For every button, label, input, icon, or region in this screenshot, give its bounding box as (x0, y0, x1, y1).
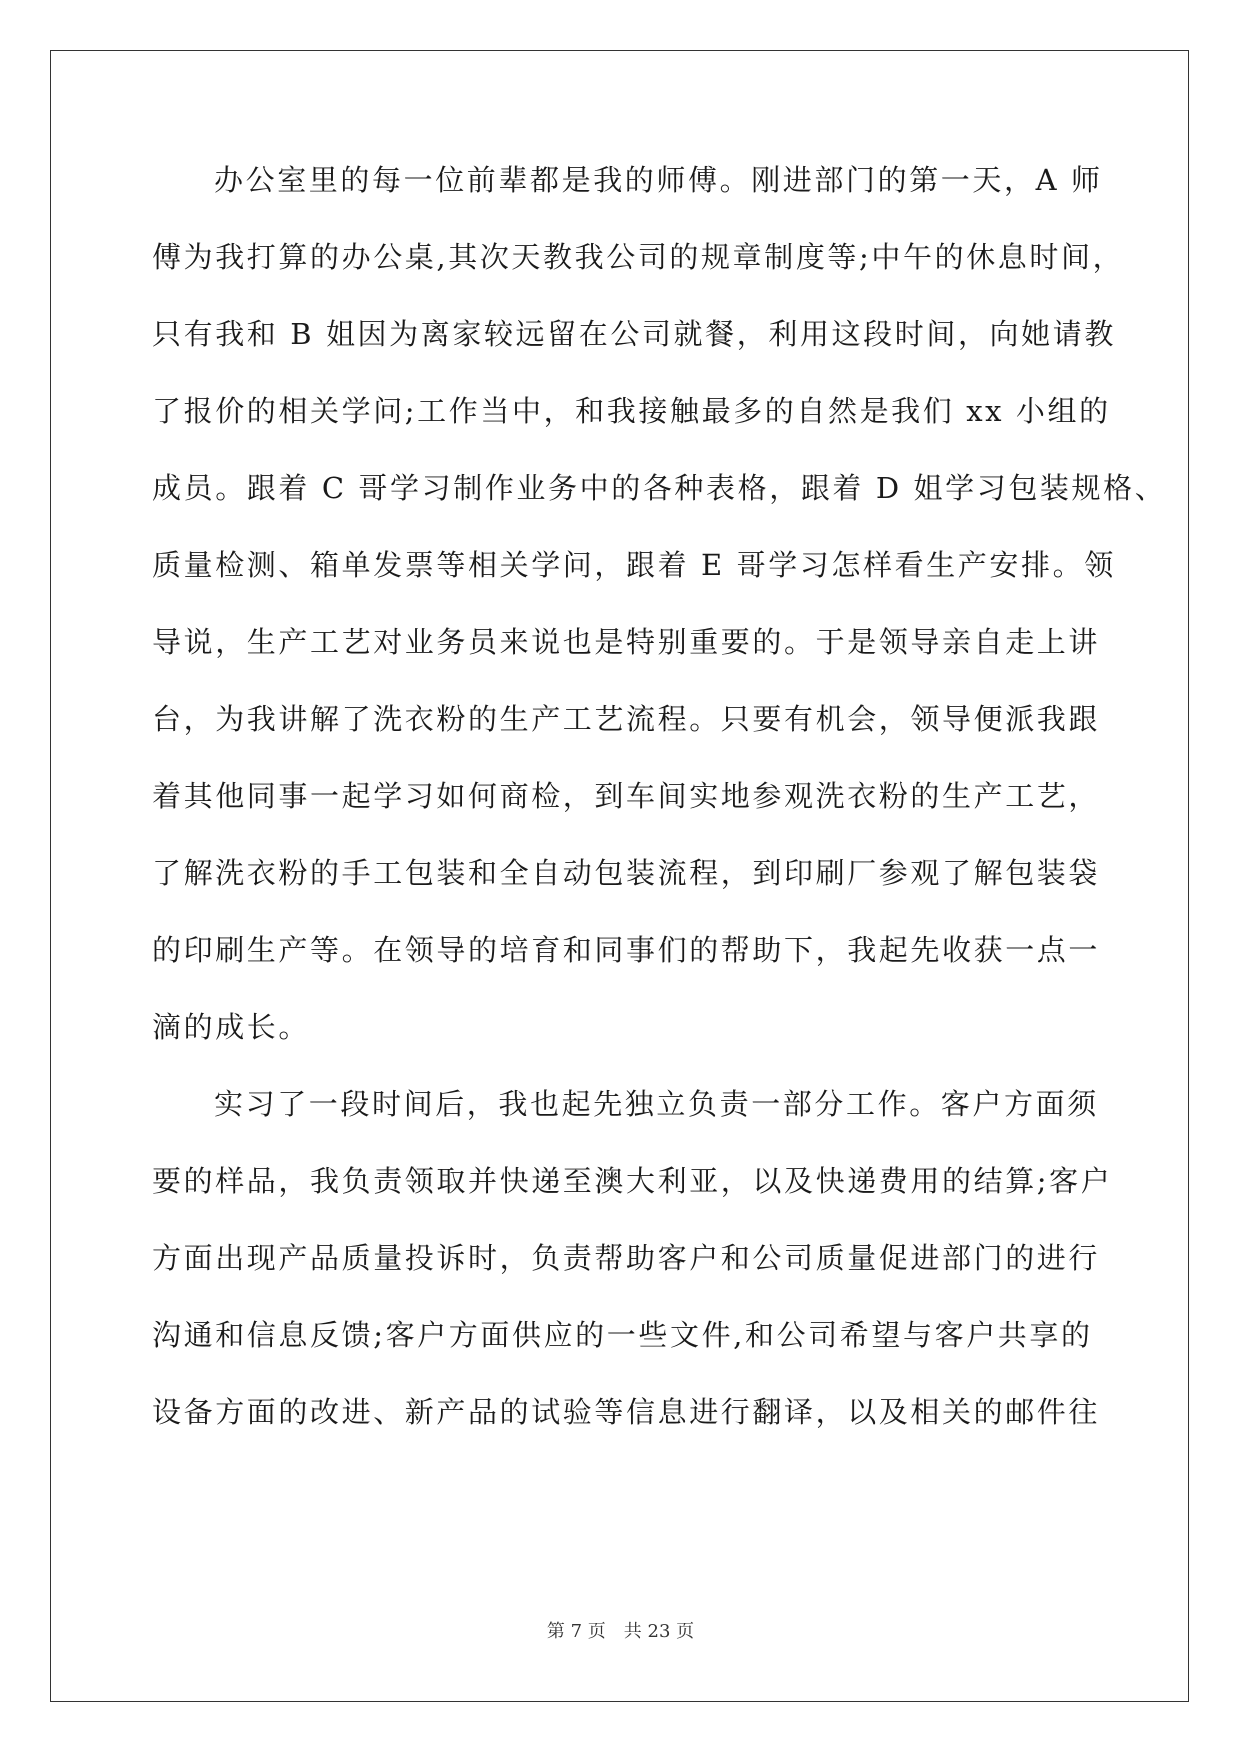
paragraph-1-line-8: 台，为我讲解了洗衣粉的生产工艺流程。只要有机会，领导便派我跟 (152, 702, 1101, 736)
paragraph-2-line-3: 方面出现产品质量投诉时，负责帮助客户和公司质量促进部门的进行 (152, 1241, 1101, 1275)
paragraph-1-line-10: 了解洗衣粉的手工包装和全自动包装流程，到印刷厂参观了解包装袋 (152, 856, 1101, 890)
paragraph-1-line-12: 滴的成长。 (152, 1010, 311, 1044)
paragraph-1-line-6: 质量检测、箱单发票等相关学问，跟着 E 哥学习怎样看生产安排。领 (152, 548, 1116, 582)
paragraph-2-line-2: 要的样品，我负责领取并快递至澳大利亚，以及快递费用的结算;客户 (152, 1164, 1113, 1198)
paragraph-1-line-4: 了报价的相关学问;工作当中，和我接触最多的自然是我们 xx 小组的 (152, 394, 1111, 428)
paragraph-2-line-4: 沟通和信息反馈;客户方面供应的一些文件,和公司希望与客户共享的 (152, 1318, 1093, 1352)
paragraph-2-line-5: 设备方面的改进、新产品的试验等信息进行翻译，以及相关的邮件往 (152, 1395, 1101, 1429)
page-footer (0, 1620, 1241, 1644)
paragraph-1-line-7: 导说，生产工艺对业务员来说也是特别重要的。于是领导亲自走上讲 (152, 625, 1101, 659)
paragraph-1-line-5: 成员。跟着 C 哥学习制作业务中的各种表格，跟着 D 姐学习包装规格、 (152, 471, 1167, 505)
paragraph-1-line-3: 只有我和 B 姐因为离家较远留在公司就餐，利用这段时间，向她请教 (152, 317, 1116, 351)
paragraph-1-line-9: 着其他同事一起学习如何商检，到车间实地参观洗衣粉的生产工艺， (152, 779, 1101, 813)
paragraph-1-line-11: 的印刷生产等。在领导的培育和同事们的帮助下，我起先收获一点一 (152, 933, 1101, 967)
page-total: 共 23 页 (623, 1621, 695, 1642)
paragraph-2-line-1: 实习了一段时间后，我也起先独立负责一部分工作。客户方面须 (214, 1087, 1099, 1121)
page-number: 第 7 页 (546, 1621, 606, 1642)
paragraph-1-line-1: 办公室里的每一位前辈都是我的师傅。刚进部门的第一天，A 师 (214, 163, 1103, 197)
paragraph-1-line-2: 傅为我打算的办公桌,其次天教我公司的规章制度等;中午的休息时间， (152, 240, 1125, 274)
